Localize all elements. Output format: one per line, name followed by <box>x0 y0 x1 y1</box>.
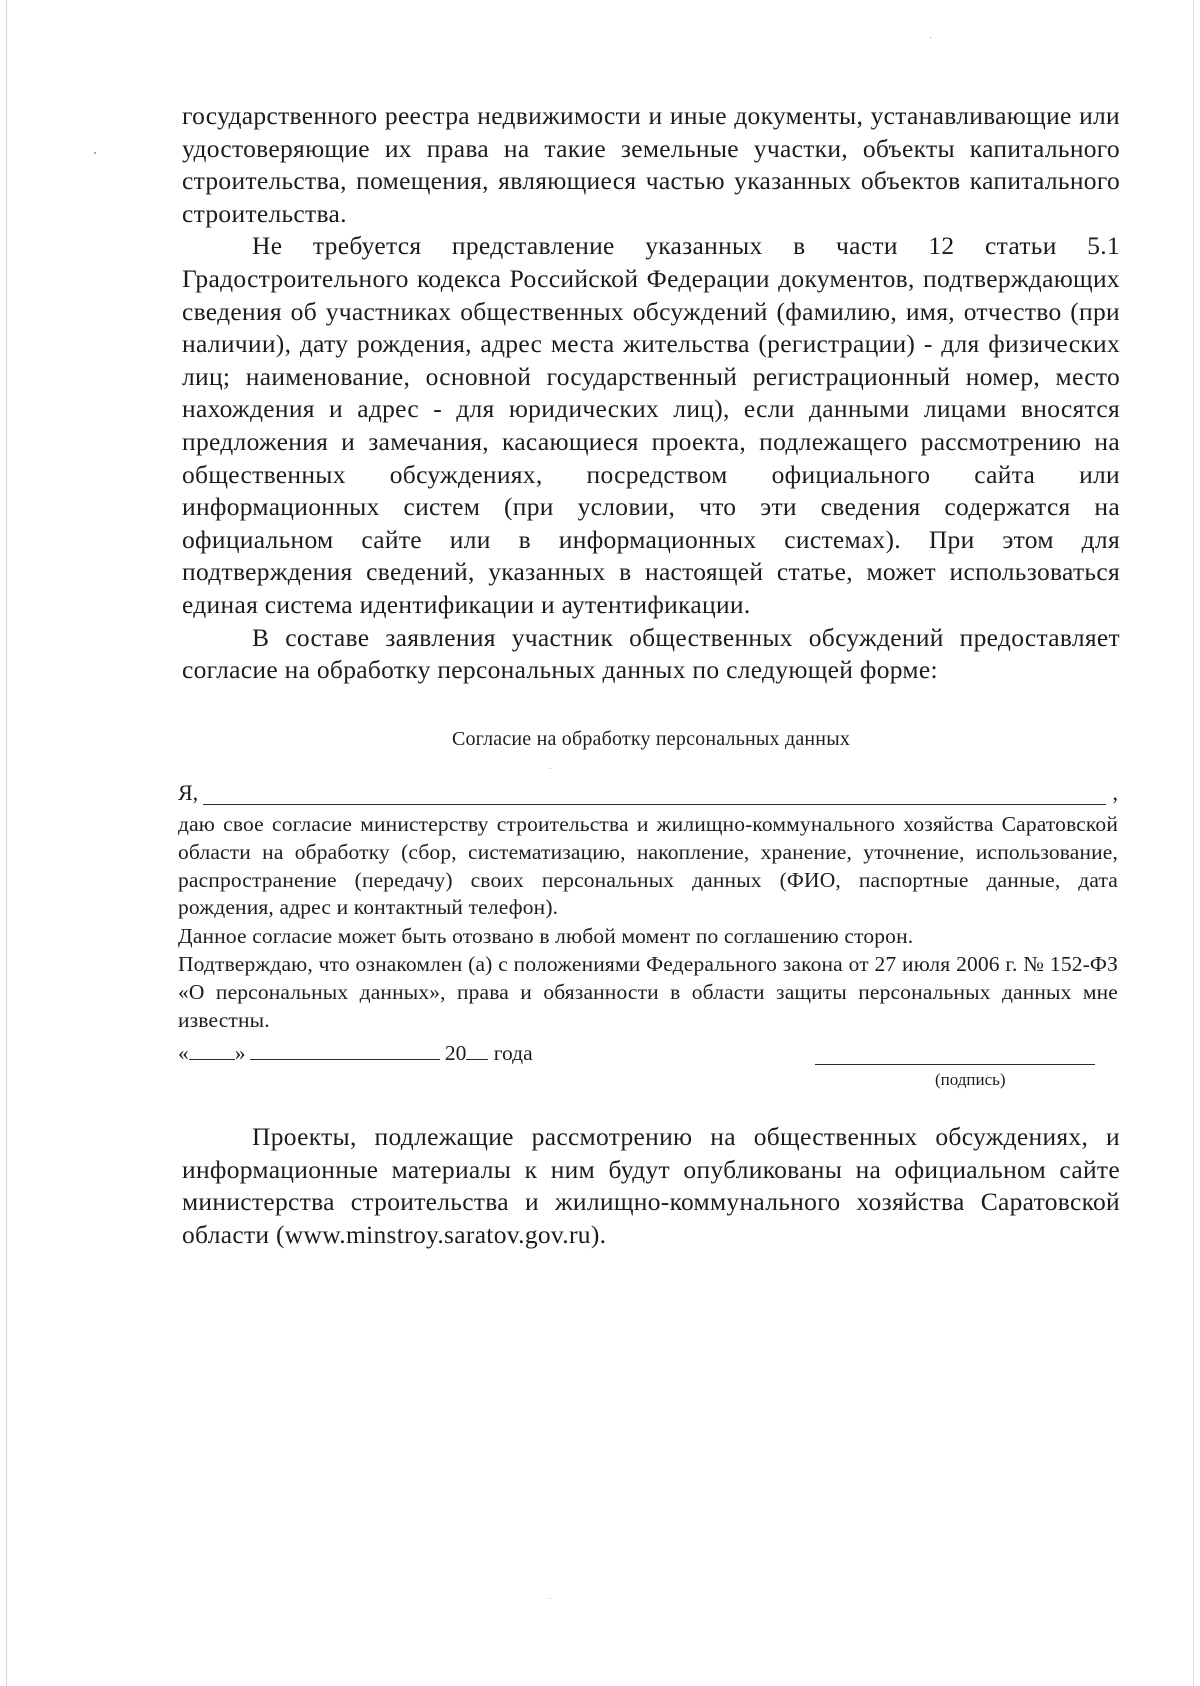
paragraph-closing: Проекты, подлежащие рассмотрению на общественных обсуждениях, и информационные материалы к ним будут опубликованы на официальном сайте министерства строительства и жилищно-коммунального хозяйства Саратовской области (www.minstroy.saratov.gov.ru). <box>182 1122 1120 1249</box>
consent-confirm-text <box>178 951 1118 1034</box>
scan-edge-right <box>1193 0 1194 1686</box>
scan-speck <box>94 152 96 154</box>
day-blank-line <box>189 1041 235 1060</box>
consent-revoke-text <box>178 923 1118 951</box>
year-prefix: 20 <box>444 1041 467 1065</box>
date-open-quote: « <box>178 1041 189 1065</box>
paragraph-not-required: Не требуется представление указанных в части 12 статьи 5.1 Градостроительного кодекса Российской Федерации документов, подтверждающих сведения об участниках общественных обсуждений (фамилию, имя, отчество (при наличии), дату рождения, адрес места жительства (регистрации) - для физических лиц; наименование, основной государственный регистрационный номер, место нахождения и адрес - для юридических лиц), если данными лицами вносятся предложения и замечания, касающиеся проекта, подлежащего рассмотрению на общественных обсуждениях, посредством официального сайта или информационных систем (при условии, что эти сведения содержатся на официальном сайте или в информационных системах). При этом для подтверждения сведений, указанных в настоящей статье, может использоваться единая система идентификации и аутентификации. <box>182 231 1120 619</box>
consent-body-text <box>178 811 1118 922</box>
month-blank-line <box>250 1041 440 1060</box>
date-close-quote: » <box>234 1041 246 1065</box>
name-prefix: Я, <box>178 780 199 805</box>
signature-line <box>815 1064 1095 1065</box>
paragraph-consent-intro: В составе заявления участник общественных обсуждений предоставляет согласие на обработку персональных данных по следующей форме: <box>182 622 1120 685</box>
year-suffix: года <box>493 1041 533 1065</box>
main-text-block <box>182 100 1120 687</box>
year-blank-line <box>466 1041 488 1060</box>
signature-label: (подпись) <box>935 1070 1006 1089</box>
scan-edge-left <box>6 0 7 1686</box>
name-blank-line <box>203 804 1106 805</box>
scan-speck <box>550 1598 551 1599</box>
consent-form-title: Согласие на обработку персональных данных <box>451 728 851 750</box>
paragraph-intro: государственного реестра недвижимости и иные документы, устанавливающие или удостоверяющие их права на такие земельные участки, объекты капитального строительства, помещения, являющиеся частью указанных объектов капитального строительства. <box>182 101 1120 228</box>
scan-speck <box>550 768 551 769</box>
scan-speck <box>930 37 931 38</box>
name-suffix: , <box>1112 780 1118 805</box>
date-field-line <box>178 1039 533 1067</box>
consent-body-paragraph: даю свое согласие министерству строительства и жилищно-коммунального хозяйства Саратовской области на обработку (сбор, систематизацию, накопление, хранение, уточнение, использование, распространение (передачу) своих персональных данных (ФИО, паспортные данные, дата рождения, адрес и контактный телефон). <box>178 812 1118 920</box>
closing-text-block <box>182 1121 1120 1251</box>
consent-confirm-paragraph: Подтверждаю, что ознакомлен (а) с положениями Федерального закона от 27 июля 2006 г. № 152-ФЗ «О персональных данных», права и обязанности в области защиты персональных данных мне известны. <box>178 952 1118 1032</box>
consent-revoke-paragraph: Данное согласие может быть отозвано в любой момент по соглашению сторон. <box>178 924 914 948</box>
name-field-line <box>178 778 1118 808</box>
